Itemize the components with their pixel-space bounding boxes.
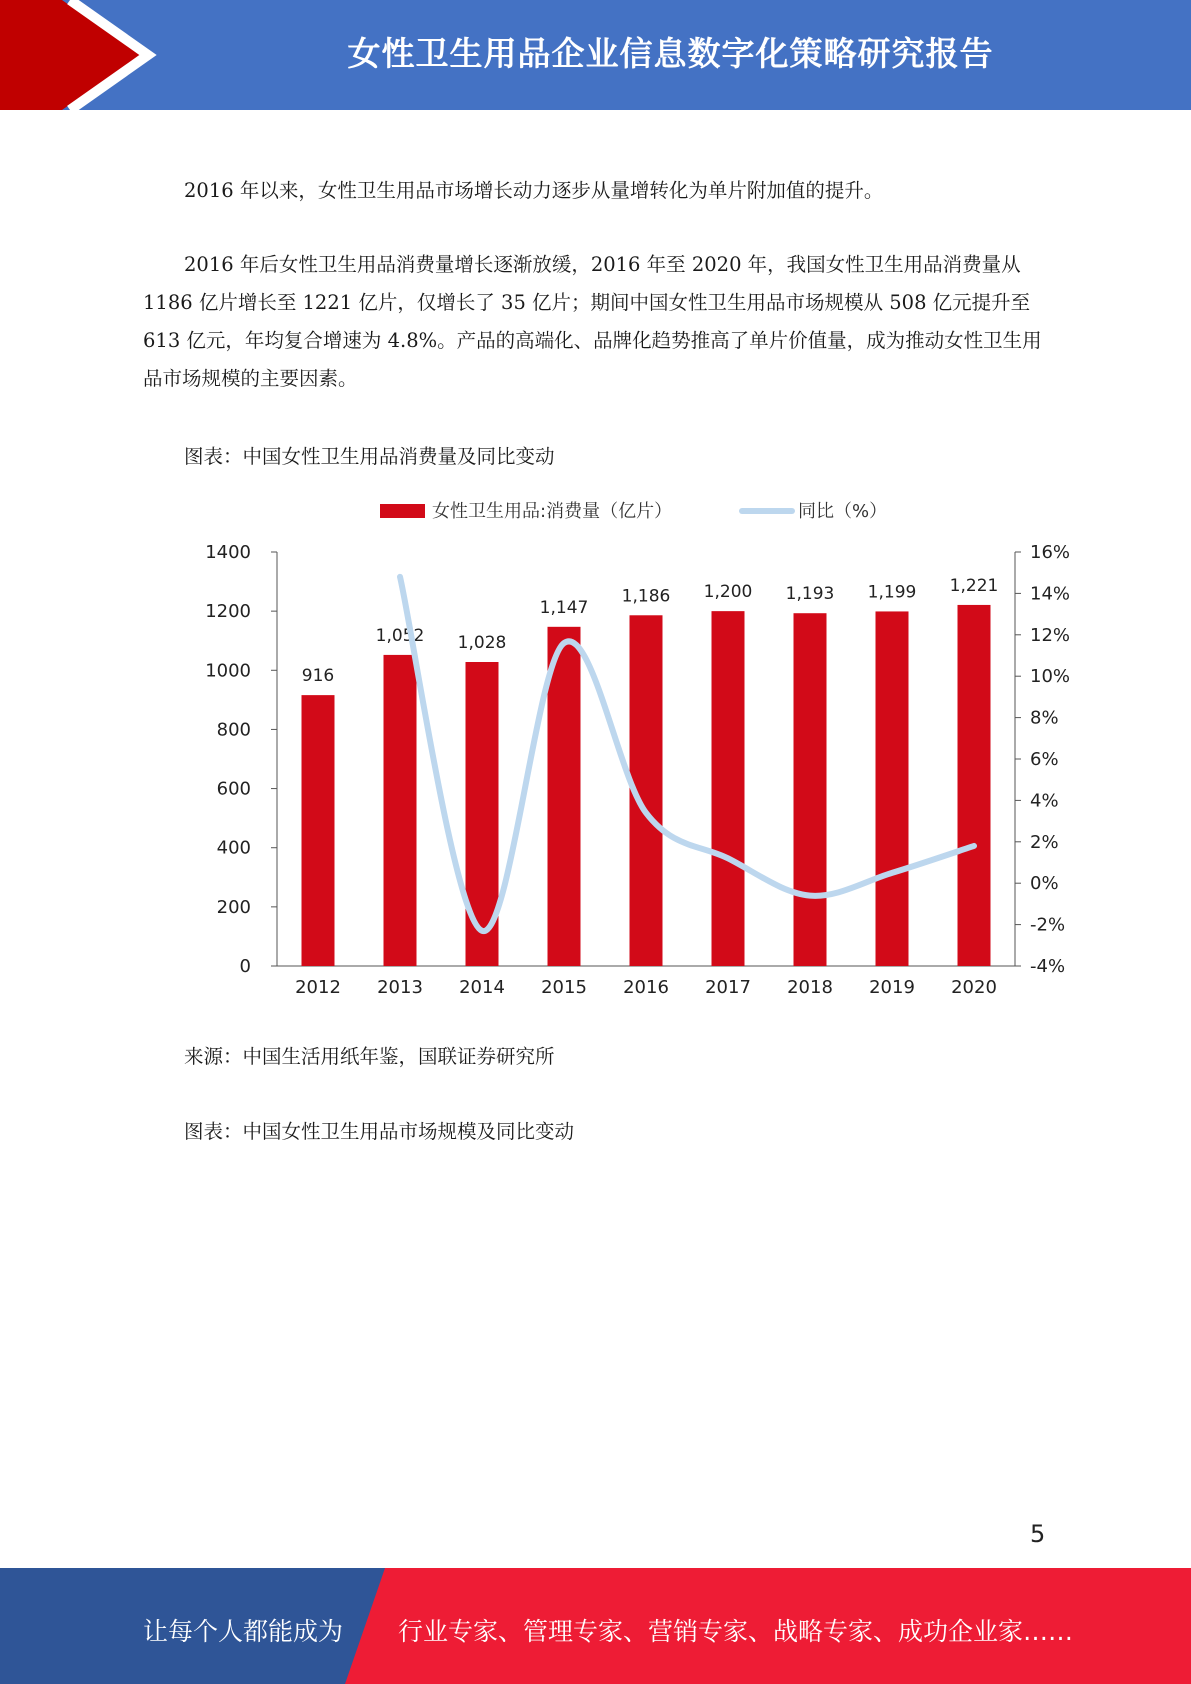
bar-2019 [876, 611, 909, 966]
bar-label-2018: 1,193 [785, 584, 835, 605]
right-tick-label: 14% [1030, 583, 1071, 605]
right-tick-label: 0% [1030, 873, 1059, 895]
x-label-2014: 2014 [459, 977, 505, 998]
header-arrow-red [0, 0, 140, 110]
right-tick-label: 4% [1030, 790, 1059, 812]
left-tick-label: 1200 [205, 601, 251, 623]
right-tick-label: -2% [1030, 914, 1066, 936]
left-tick-label: 400 [216, 837, 251, 859]
x-axis-labels [295, 977, 997, 998]
bar-2017 [712, 611, 745, 966]
x-label-2017: 2017 [705, 977, 751, 998]
bar-2013 [384, 655, 417, 966]
page-number: 5 [1030, 1520, 1046, 1548]
x-label-2016: 2016 [623, 977, 669, 998]
left-tick-label: 200 [216, 896, 251, 918]
chart-legend [380, 501, 887, 522]
footer-slogan-left: 让每个人都能成为 [143, 1617, 344, 1646]
bar-2020 [958, 605, 991, 966]
x-label-2019: 2019 [869, 977, 915, 998]
bar-label-2014: 1,028 [457, 633, 507, 654]
right-tick-label: 8% [1030, 707, 1059, 729]
consumption-chart [180, 484, 1090, 1014]
bar-label-2019: 1,199 [867, 582, 917, 603]
right-tick-label: 2% [1030, 831, 1059, 853]
x-label-2013: 2013 [377, 977, 423, 998]
right-tick-label: 6% [1030, 749, 1059, 770]
x-label-2015: 2015 [541, 977, 587, 998]
figure2-caption: 图表：中国女性卫生用品市场规模及同比变动 [184, 1120, 575, 1143]
header-arrow [0, 0, 160, 110]
right-tick-label: 12% [1030, 624, 1071, 646]
header-title: 女性卫生用品企业信息数字化策略研究报告 [347, 34, 994, 73]
x-label-2018: 2018 [787, 977, 833, 998]
figure1-caption: 图表：中国女性卫生用品消费量及同比变动 [184, 445, 555, 468]
bar-label-2013: 1,052 [375, 625, 425, 646]
bar-label-2016: 1,186 [621, 586, 671, 607]
right-tick-label: -4% [1030, 956, 1066, 977]
paragraph-detail: 2016 年后女性卫生用品消费量增长逐渐放缓，2016 年至 2020 年，我国女性卫生用品消费量从 1186 亿片增长至 1221 亿片，仅增长了 35 亿片；期间中国女性卫生用品市场规模从 508 亿元提升至 613 亿元，年均复合增速为 4.8%。产品的高端化、品牌化趋势推高了单片价值量，成为推动女性卫生用品市场规模的主要因素。 [143, 253, 1042, 390]
x-label-2020: 2020 [951, 977, 997, 998]
left-axis-ticks [205, 542, 277, 977]
bar-series [302, 605, 991, 966]
figure1-source: 来源：中国生活用纸年鉴，国联证券研究所 [184, 1045, 555, 1068]
left-tick-label: 600 [216, 778, 251, 800]
bar-label-2017: 1,200 [703, 582, 753, 603]
legend-bar-swatch [380, 504, 425, 518]
legend-line-label: 同比（%） [798, 501, 888, 522]
x-label-2012: 2012 [295, 977, 341, 998]
bar-label-2012: 916 [301, 666, 335, 687]
footer-slogan-right: 行业专家、管理专家、营销专家、战略专家、成功企业家…… [398, 1617, 1074, 1646]
legend-bar-label: 女性卫生用品:消费量（亿片） [432, 501, 673, 522]
right-tick-label: 16% [1030, 542, 1071, 563]
left-tick-label: 800 [216, 719, 251, 741]
left-tick-label: 1400 [205, 542, 251, 563]
bar-label-2015: 1,147 [539, 597, 589, 618]
bar-2018 [794, 613, 827, 966]
bar-label-2020: 1,221 [949, 575, 999, 596]
bar-2012 [302, 695, 335, 966]
right-axis-ticks [1015, 542, 1070, 977]
left-tick-label: 0 [239, 956, 251, 977]
right-tick-label: 10% [1030, 666, 1071, 688]
bar-2015 [548, 627, 581, 966]
paragraph-intro: 2016 年以来，女性卫生用品市场增长动力逐步从量增转化为单片附加值的提升。 [184, 179, 884, 202]
left-tick-label: 1000 [205, 660, 251, 682]
